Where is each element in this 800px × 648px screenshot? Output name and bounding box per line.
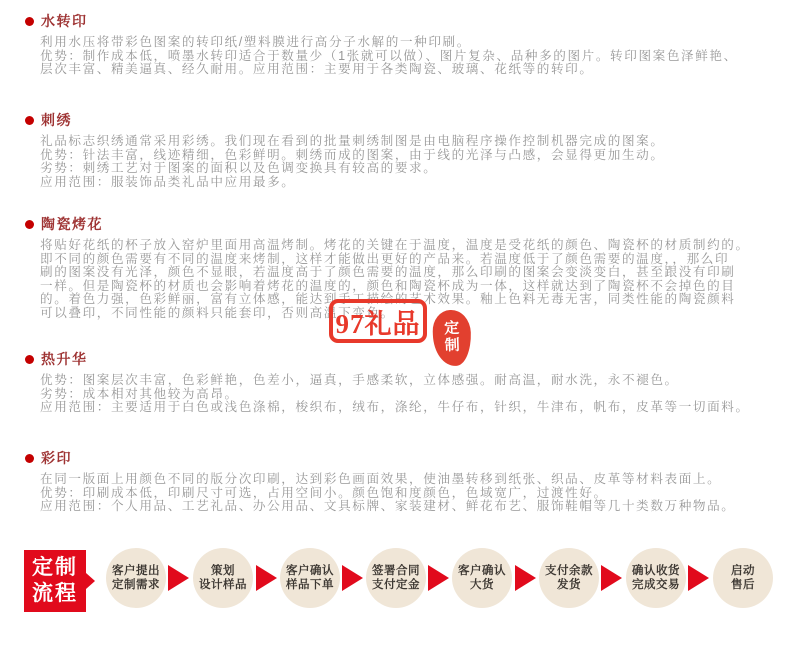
step-label: 售后 bbox=[731, 579, 755, 591]
text-line: 刷的图案没有光泽，颜色不显眼，若温度高于了颜色需要的温度，那么印刷的图案会变淡变白，甚至跟没有印刷 bbox=[40, 265, 736, 279]
section-title: 水转印 bbox=[41, 13, 88, 29]
section-body bbox=[0, 374, 800, 415]
section-water-transfer-print bbox=[0, 12, 800, 77]
text-line: 应用范围：个人用品、工艺礼品、办公用品、文具标牌、家装建材、鲜花布艺、服饰鞋帽等几十类数万种物品。 bbox=[40, 499, 736, 513]
section-title: 热升华 bbox=[41, 351, 88, 367]
step-label: 客户提出 bbox=[112, 564, 160, 577]
bullet-icon bbox=[25, 454, 34, 463]
step-label: 确认收货 bbox=[632, 564, 680, 577]
section-heading bbox=[0, 449, 800, 467]
step-label: 支付定金 bbox=[372, 579, 420, 591]
arrow-right-icon bbox=[515, 565, 536, 591]
arrow-right-icon bbox=[256, 565, 277, 591]
step-label: 样品下单 bbox=[286, 579, 334, 591]
step-label: 发货 bbox=[557, 579, 581, 591]
step-label: 大货 bbox=[470, 579, 494, 591]
flow-step-8 bbox=[713, 548, 773, 608]
text-line: 层次丰富、精美逼真、经久耐用。应用范围：主要用于各类陶瓷、玻璃、花纸等的转印。 bbox=[40, 62, 594, 76]
seal-char: 定 bbox=[443, 320, 460, 338]
step-label: 策划 bbox=[211, 564, 235, 577]
text-line: 即不同的颜色需要有不同的温度来烤制，这样才能做出更好的产品来。若温度低于了颜色需要的温度，，那么印 bbox=[40, 251, 730, 266]
text-line: 一样。但是陶瓷杯的材质也会影响着烤花的温度的，颜色和陶瓷杯成为一体，这样就达到了陶瓷杯不会掉色的目 bbox=[40, 278, 736, 293]
seal-char: 制 bbox=[444, 337, 461, 355]
arrow-right-icon bbox=[428, 565, 449, 591]
bullet-icon bbox=[25, 17, 34, 26]
step-label: 客户确认 bbox=[286, 564, 334, 577]
step-label: 客户确认 bbox=[458, 564, 506, 577]
text-line: 优势：图案层次丰富，色彩鲜艳，色差小，逼真，手感柔软，立体感强。耐高温，耐水洗，永不褪色。 bbox=[40, 373, 679, 387]
arrow-right-icon bbox=[342, 565, 363, 591]
step-label: 支付余款 bbox=[545, 564, 593, 577]
text-line: 的。着色力强，色彩鲜丽，富有立体感，能达到手工描绘的艺术效果。釉上色料无毒无害，同类性能的陶瓷颜料 bbox=[40, 292, 736, 306]
section-heading bbox=[0, 215, 800, 233]
section-embroidery bbox=[0, 111, 800, 189]
section-color-print bbox=[0, 449, 800, 514]
bullet-icon bbox=[25, 355, 34, 364]
flow-step-3 bbox=[280, 548, 340, 608]
step-label: 完成交易 bbox=[632, 579, 680, 591]
section-heading bbox=[0, 12, 800, 30]
flow-step-5 bbox=[452, 548, 512, 608]
text-line: 劣势：刺绣工艺对于图案的面积以及色调变换具有较高的要求。 bbox=[40, 161, 438, 175]
flow-title-line: 定制 bbox=[32, 556, 78, 579]
watermark-text: 97礼品 bbox=[335, 308, 421, 339]
flow-step-6 bbox=[539, 548, 599, 608]
flow-step-2 bbox=[193, 548, 253, 608]
flow-title-badge bbox=[24, 550, 86, 612]
flow-step-4 bbox=[366, 548, 426, 608]
step-label: 设计样品 bbox=[199, 579, 247, 591]
section-body bbox=[0, 135, 800, 189]
section-title: 彩印 bbox=[41, 450, 72, 466]
flow-step-1 bbox=[106, 548, 166, 608]
section-heading bbox=[0, 350, 800, 368]
section-heading bbox=[0, 111, 800, 129]
text-line: 劣势：成本相对其他较为高昂。 bbox=[40, 386, 239, 401]
section-title: 刺绣 bbox=[41, 112, 72, 128]
flow-step-7 bbox=[626, 548, 686, 608]
pointer-icon bbox=[86, 573, 95, 589]
flow-title-line: 流程 bbox=[32, 582, 78, 605]
text-line: 优势：针法丰富，线迹精细，色彩鲜明。刺绣而成的图案，由于线的光泽与凸感，会显得更加生动。 bbox=[40, 147, 665, 162]
bullet-icon bbox=[25, 220, 34, 229]
custom-process-flow bbox=[0, 545, 800, 625]
text-line: 在同一版面上用颜色不同的版分次印刷，达到彩色画面效果，使油墨转移到纸张、织品、皮革等材料表面上。 bbox=[40, 472, 722, 486]
arrow-right-icon bbox=[688, 565, 709, 591]
arrow-right-icon bbox=[601, 565, 622, 591]
text-line: 利用水压将带彩色图案的转印纸/塑料膜进行高分子水解的一种印刷。 bbox=[40, 35, 471, 49]
bullet-icon bbox=[25, 116, 34, 125]
section-body bbox=[0, 473, 800, 514]
text-line: 礼品标志织绣通常采用彩绣。我们现在看到的批量刺绣制图是由电脑程序操作控制机器完成的图案。 bbox=[40, 134, 665, 148]
section-body bbox=[0, 36, 800, 77]
watermark-badge bbox=[329, 299, 427, 343]
section-title: 陶瓷烤花 bbox=[41, 216, 103, 232]
text-line: 将贴好花纸的杯子放入窑炉里面用高温烤制。烤花的关键在于温度，温度是受花纸的颜色、陶瓷杯的材质制约的。 bbox=[40, 238, 750, 252]
text-line: 优势：印刷成本低，印刷尺寸可选，占用空间小。颜色饱和度颜色，色域宽广，过渡性好。 bbox=[40, 485, 608, 500]
text-line: 应用范围：服装饰品类礼品中应用最多。 bbox=[40, 174, 296, 189]
step-label: 启动 bbox=[731, 564, 755, 577]
step-label: 签署合同 bbox=[372, 564, 420, 577]
text-line: 可以叠印，不同性能的颜料只能套印，否则高温下变色。 bbox=[40, 305, 395, 320]
arrow-right-icon bbox=[168, 565, 189, 591]
text-line: 优势：制作成本低，喷墨水转印适合于数量少（1张就可以做）、图片复杂、品种多的图片。转印图案色泽鲜艳、 bbox=[40, 48, 738, 63]
section-thermal-sublimation bbox=[0, 350, 800, 415]
text-line: 应用范围：主要适用于白色或浅色涤棉，梭织布，绒布，涤纶，牛仔布，针织，牛津布，帆布，皮革等一切面料。 bbox=[40, 400, 750, 414]
step-label: 定制需求 bbox=[112, 579, 160, 591]
